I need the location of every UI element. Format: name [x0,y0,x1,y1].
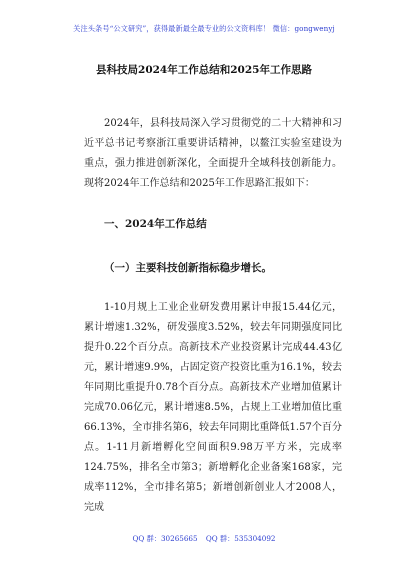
intro-paragraph-block [84,114,342,194]
indicators-paragraph: 1-10月规上工业企业研发费用累计申报15.44亿元，累计增速1.32%，研发强度3.52%，较去年同期强度同比提升0.22个百分点。高新技术产业投资累计完成44.43亿元，累计增速9.9%，占固定资产投资比重为16.1%，较去年同期比重提升0.78个百分点。高新技术产业增加值累计完成70.06亿元，累计增速8.5%，占规上工业增加值比重66.13%，全市排名第6，较去年同期比重降低1.57个百分点。1-11月新增孵化空间面积9.98万平方米，完成率124.75%，排名全市第3；新增孵化企业备案168家，完成率112%，全市排名第5；新增创新创业人才2008人，完成 [84,302,342,513]
header-promo-note: 关注头条号“公文研究”，获得最新最全最专业的公文资料库！ 微信：gongwenyj [73,24,335,33]
footer-qq-groups [0,534,408,544]
footer-qq-group-1: QQ 群：30265665 [132,534,198,543]
intro-paragraph: 2024年，县科技局深入学习贯彻党的二十大精神和习近平总书记考察浙江重要讲话精神，以鳌江实验室建设为重点，强力推进创新深化，全面提升全域科技创新能力。现将2024年工作总结和2025年工作思路汇报如下： [84,118,342,189]
footer-qq-group-2: QQ 群：535304092 [205,534,276,543]
section-heading-2024-summary: 一、2024年工作总结 [104,218,207,230]
document-title: 县科技局2024年工作总结和2025年工作思路 [96,64,312,76]
subsection-heading-indicators: （一）主要科技创新指标稳步增长。 [104,262,272,274]
indicators-paragraph-block [84,298,342,518]
